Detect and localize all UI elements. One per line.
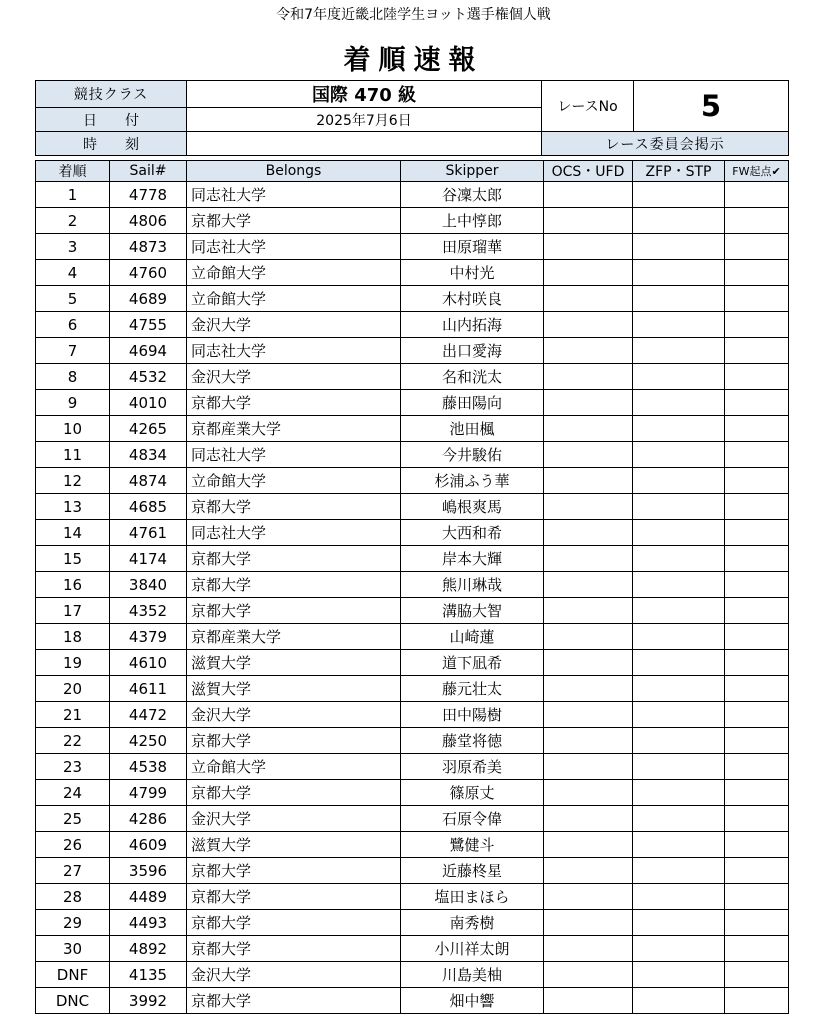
result-row (36, 416, 789, 442)
skipper-cell: 道下凪希 (401, 650, 544, 676)
ocs-ufd-cell (544, 884, 633, 910)
sail-number-cell: 4538 (110, 754, 187, 780)
belongs-cell: 京都大学 (187, 390, 401, 416)
fw-start-cell (725, 780, 789, 806)
belongs-cell: 京都大学 (187, 780, 401, 806)
skipper-cell: 田中陽樹 (401, 702, 544, 728)
belongs-cell: 京都大学 (187, 598, 401, 624)
place-cell: 19 (36, 650, 110, 676)
sail-number-cell: 4472 (110, 702, 187, 728)
fw-start-cell (725, 182, 789, 208)
zfp-stp-cell (633, 988, 725, 1014)
zfp-stp-cell (633, 780, 725, 806)
place-cell: 24 (36, 780, 110, 806)
result-row (36, 676, 789, 702)
place-cell: 27 (36, 858, 110, 884)
result-row (36, 338, 789, 364)
zfp-stp-cell (633, 728, 725, 754)
place-cell: DNC (36, 988, 110, 1014)
result-row (36, 598, 789, 624)
skipper-cell: 熊川琳哉 (401, 572, 544, 598)
result-row (36, 494, 789, 520)
zfp-stp-cell (633, 234, 725, 260)
skipper-cell: 畑中響 (401, 988, 544, 1014)
fw-start-cell (725, 962, 789, 988)
fw-start-cell (725, 364, 789, 390)
sail-number-cell: 3992 (110, 988, 187, 1014)
fw-start-cell (725, 988, 789, 1014)
ocs-ufd-cell (544, 936, 633, 962)
fw-start-cell (725, 910, 789, 936)
fw-start-cell (725, 598, 789, 624)
belongs-cell: 京都大学 (187, 910, 401, 936)
skipper-cell: 名和洸太 (401, 364, 544, 390)
ocs-ufd-cell (544, 832, 633, 858)
col-belongs: Belongs (187, 161, 401, 182)
skipper-cell: 藤元壮太 (401, 676, 544, 702)
place-cell: 7 (36, 338, 110, 364)
sail-number-cell: 4874 (110, 468, 187, 494)
result-row (36, 546, 789, 572)
result-row (36, 520, 789, 546)
ocs-ufd-cell (544, 780, 633, 806)
sail-number-cell: 4611 (110, 676, 187, 702)
place-cell: 28 (36, 884, 110, 910)
fw-start-cell (725, 624, 789, 650)
result-row (36, 858, 789, 884)
zfp-stp-cell (633, 910, 725, 936)
sail-number-cell: 4286 (110, 806, 187, 832)
ocs-ufd-cell (544, 728, 633, 754)
sail-number-cell: 4873 (110, 234, 187, 260)
place-cell: 10 (36, 416, 110, 442)
fw-start-cell (725, 312, 789, 338)
belongs-cell: 京都大学 (187, 884, 401, 910)
skipper-cell: 南秀樹 (401, 910, 544, 936)
result-row (36, 780, 789, 806)
fw-start-cell (725, 520, 789, 546)
sail-number-cell: 4834 (110, 442, 187, 468)
sail-number-cell: 4265 (110, 416, 187, 442)
ocs-ufd-cell (544, 494, 633, 520)
place-cell: 4 (36, 260, 110, 286)
place-cell: 21 (36, 702, 110, 728)
result-row (36, 728, 789, 754)
sail-number-cell: 4685 (110, 494, 187, 520)
col-sail: Sail# (110, 161, 187, 182)
place-cell: 2 (36, 208, 110, 234)
result-row (36, 910, 789, 936)
skipper-cell: 篠原丈 (401, 780, 544, 806)
ocs-ufd-cell (544, 988, 633, 1014)
result-row (36, 936, 789, 962)
place-cell: 9 (36, 390, 110, 416)
belongs-cell: 京都産業大学 (187, 416, 401, 442)
skipper-cell: 杉浦ふう華 (401, 468, 544, 494)
result-row (36, 442, 789, 468)
fw-start-cell (725, 884, 789, 910)
zfp-stp-cell (633, 260, 725, 286)
place-cell: 8 (36, 364, 110, 390)
belongs-cell: 金沢大学 (187, 806, 401, 832)
sail-number-cell: 4799 (110, 780, 187, 806)
skipper-cell: 大西和希 (401, 520, 544, 546)
skipper-cell: 石原令偉 (401, 806, 544, 832)
ocs-ufd-cell (544, 208, 633, 234)
place-cell: 15 (36, 546, 110, 572)
zfp-stp-cell (633, 884, 725, 910)
skipper-cell: 鷺健斗 (401, 832, 544, 858)
zfp-stp-cell (633, 598, 725, 624)
result-row (36, 260, 789, 286)
date-value: 2025年7月6日 (187, 108, 542, 132)
belongs-cell: 京都大学 (187, 494, 401, 520)
zfp-stp-cell (633, 520, 725, 546)
belongs-cell: 京都大学 (187, 988, 401, 1014)
fw-start-cell (725, 286, 789, 312)
result-row (36, 572, 789, 598)
zfp-stp-cell (633, 364, 725, 390)
place-cell: 13 (36, 494, 110, 520)
belongs-cell: 京都大学 (187, 858, 401, 884)
ocs-ufd-cell (544, 962, 633, 988)
result-row (36, 234, 789, 260)
ocs-ufd-cell (544, 182, 633, 208)
ocs-ufd-cell (544, 858, 633, 884)
place-cell: 23 (36, 754, 110, 780)
skipper-cell: 藤堂将徳 (401, 728, 544, 754)
result-row (36, 364, 789, 390)
fw-start-cell (725, 260, 789, 286)
belongs-cell: 京都大学 (187, 208, 401, 234)
belongs-cell: 同志社大学 (187, 234, 401, 260)
belongs-cell: 立命館大学 (187, 468, 401, 494)
sail-number-cell: 4760 (110, 260, 187, 286)
belongs-cell: 同志社大学 (187, 182, 401, 208)
belongs-cell: 金沢大学 (187, 702, 401, 728)
belongs-cell: 金沢大学 (187, 312, 401, 338)
ocs-ufd-cell (544, 546, 633, 572)
zfp-stp-cell (633, 286, 725, 312)
sail-number-cell: 4806 (110, 208, 187, 234)
fw-start-cell (725, 572, 789, 598)
skipper-cell: 溝脇大智 (401, 598, 544, 624)
ocs-ufd-cell (544, 598, 633, 624)
result-row (36, 702, 789, 728)
belongs-cell: 滋賀大学 (187, 676, 401, 702)
belongs-cell: 立命館大学 (187, 286, 401, 312)
ocs-ufd-cell (544, 650, 633, 676)
zfp-stp-cell (633, 806, 725, 832)
result-row (36, 208, 789, 234)
ocs-ufd-cell (544, 702, 633, 728)
sail-number-cell: 4610 (110, 650, 187, 676)
col-skipper: Skipper (401, 161, 544, 182)
date-label: 日付 (36, 108, 187, 132)
belongs-cell: 金沢大学 (187, 364, 401, 390)
fw-start-cell (725, 650, 789, 676)
fw-start-cell (725, 806, 789, 832)
ocs-ufd-cell (544, 806, 633, 832)
result-row (36, 182, 789, 208)
ocs-ufd-cell (544, 338, 633, 364)
sail-number-cell: 4694 (110, 338, 187, 364)
result-row (36, 312, 789, 338)
sail-number-cell: 4010 (110, 390, 187, 416)
col-ocs-ufd: OCS・UFD (544, 161, 633, 182)
result-row (36, 988, 789, 1014)
result-row (36, 468, 789, 494)
race-no-label: レースNo (542, 81, 634, 132)
ocs-ufd-cell (544, 468, 633, 494)
place-cell: 5 (36, 286, 110, 312)
result-row (36, 884, 789, 910)
ocs-ufd-cell (544, 442, 633, 468)
skipper-cell: 川島美柚 (401, 962, 544, 988)
sail-number-cell: 4778 (110, 182, 187, 208)
zfp-stp-cell (633, 624, 725, 650)
result-row (36, 624, 789, 650)
result-row (36, 806, 789, 832)
belongs-cell: 京都産業大学 (187, 624, 401, 650)
place-cell: DNF (36, 962, 110, 988)
sail-number-cell: 4493 (110, 910, 187, 936)
skipper-cell: 中村光 (401, 260, 544, 286)
place-cell: 11 (36, 442, 110, 468)
fw-start-cell (725, 728, 789, 754)
sail-number-cell: 3840 (110, 572, 187, 598)
skipper-cell: 山崎蓮 (401, 624, 544, 650)
ocs-ufd-cell (544, 676, 633, 702)
fw-start-cell (725, 208, 789, 234)
zfp-stp-cell (633, 832, 725, 858)
class-label: 競技クラス (36, 81, 187, 108)
zfp-stp-cell (633, 572, 725, 598)
place-cell: 14 (36, 520, 110, 546)
zfp-stp-cell (633, 468, 725, 494)
col-zfp-stp: ZFP・STP (633, 161, 725, 182)
zfp-stp-cell (633, 936, 725, 962)
ocs-ufd-cell (544, 234, 633, 260)
committee-label: レース委員会掲示 (542, 132, 789, 156)
sail-number-cell: 4689 (110, 286, 187, 312)
document-subtitle: 令和7年度近畿北陸学生ヨット選手権個人戦 (276, 7, 551, 23)
time-value (187, 132, 542, 156)
sail-number-cell: 4379 (110, 624, 187, 650)
result-row (36, 286, 789, 312)
sail-number-cell: 3596 (110, 858, 187, 884)
ocs-ufd-cell (544, 416, 633, 442)
fw-start-cell (725, 754, 789, 780)
belongs-cell: 京都大学 (187, 546, 401, 572)
place-cell: 17 (36, 598, 110, 624)
sail-number-cell: 4761 (110, 520, 187, 546)
place-cell: 18 (36, 624, 110, 650)
belongs-cell: 同志社大学 (187, 442, 401, 468)
place-cell: 1 (36, 182, 110, 208)
fw-start-cell (725, 390, 789, 416)
skipper-cell: 田原瑠華 (401, 234, 544, 260)
place-cell: 6 (36, 312, 110, 338)
zfp-stp-cell (633, 442, 725, 468)
belongs-cell: 京都大学 (187, 936, 401, 962)
zfp-stp-cell (633, 676, 725, 702)
fw-start-cell (725, 338, 789, 364)
zfp-stp-cell (633, 650, 725, 676)
sail-number-cell: 4609 (110, 832, 187, 858)
ocs-ufd-cell (544, 312, 633, 338)
belongs-cell: 立命館大学 (187, 260, 401, 286)
skipper-cell: 出口愛海 (401, 338, 544, 364)
fw-start-cell (725, 546, 789, 572)
ocs-ufd-cell (544, 754, 633, 780)
skipper-cell: 山内拓海 (401, 312, 544, 338)
result-row (36, 832, 789, 858)
place-cell: 22 (36, 728, 110, 754)
sail-number-cell: 4135 (110, 962, 187, 988)
zfp-stp-cell (633, 962, 725, 988)
belongs-cell: 同志社大学 (187, 338, 401, 364)
skipper-cell: 今井駿佑 (401, 442, 544, 468)
zfp-stp-cell (633, 390, 725, 416)
place-cell: 16 (36, 572, 110, 598)
place-cell: 25 (36, 806, 110, 832)
race-no-value: 5 (634, 81, 789, 132)
skipper-cell: 上中惇郎 (401, 208, 544, 234)
results-table (35, 160, 789, 1014)
sail-number-cell: 4489 (110, 884, 187, 910)
ocs-ufd-cell (544, 286, 633, 312)
place-cell: 12 (36, 468, 110, 494)
zfp-stp-cell (633, 546, 725, 572)
fw-start-cell (725, 468, 789, 494)
fw-start-cell (725, 234, 789, 260)
ocs-ufd-cell (544, 390, 633, 416)
sail-number-cell: 4250 (110, 728, 187, 754)
skipper-cell: 近藤柊星 (401, 858, 544, 884)
col-fw-start: FW起点✔ (725, 161, 789, 182)
fw-start-cell (725, 936, 789, 962)
belongs-cell: 京都大学 (187, 728, 401, 754)
ocs-ufd-cell (544, 520, 633, 546)
fw-start-cell (725, 858, 789, 884)
fw-start-cell (725, 676, 789, 702)
zfp-stp-cell (633, 858, 725, 884)
place-cell: 30 (36, 936, 110, 962)
result-row (36, 962, 789, 988)
belongs-cell: 同志社大学 (187, 520, 401, 546)
belongs-cell: 滋賀大学 (187, 650, 401, 676)
sail-number-cell: 4352 (110, 598, 187, 624)
zfp-stp-cell (633, 182, 725, 208)
belongs-cell: 立命館大学 (187, 754, 401, 780)
fw-start-cell (725, 702, 789, 728)
skipper-cell: 岸本大輝 (401, 546, 544, 572)
results-header-row (36, 161, 789, 182)
fw-start-cell (725, 494, 789, 520)
document-title: 着順速報 (343, 45, 484, 76)
ocs-ufd-cell (544, 364, 633, 390)
fw-start-cell (725, 442, 789, 468)
zfp-stp-cell (633, 494, 725, 520)
belongs-cell: 京都大学 (187, 572, 401, 598)
sail-number-cell: 4892 (110, 936, 187, 962)
skipper-cell: 嶋根爽馬 (401, 494, 544, 520)
zfp-stp-cell (633, 416, 725, 442)
fw-start-cell (725, 832, 789, 858)
belongs-cell: 金沢大学 (187, 962, 401, 988)
time-label: 時刻 (36, 132, 187, 156)
sail-number-cell: 4755 (110, 312, 187, 338)
sail-number-cell: 4174 (110, 546, 187, 572)
place-cell: 20 (36, 676, 110, 702)
belongs-cell: 滋賀大学 (187, 832, 401, 858)
ocs-ufd-cell (544, 260, 633, 286)
result-row (36, 754, 789, 780)
result-row (36, 650, 789, 676)
zfp-stp-cell (633, 338, 725, 364)
skipper-cell: 塩田まほら (401, 884, 544, 910)
place-cell: 26 (36, 832, 110, 858)
ocs-ufd-cell (544, 624, 633, 650)
skipper-cell: 羽原希美 (401, 754, 544, 780)
result-row (36, 390, 789, 416)
race-info-table (35, 80, 789, 156)
ocs-ufd-cell (544, 910, 633, 936)
zfp-stp-cell (633, 702, 725, 728)
place-cell: 3 (36, 234, 110, 260)
col-place: 着順 (36, 161, 110, 182)
skipper-cell: 池田楓 (401, 416, 544, 442)
place-cell: 29 (36, 910, 110, 936)
skipper-cell: 木村咲良 (401, 286, 544, 312)
class-value: 国際 470 級 (187, 81, 542, 108)
skipper-cell: 小川祥太朗 (401, 936, 544, 962)
ocs-ufd-cell (544, 572, 633, 598)
zfp-stp-cell (633, 312, 725, 338)
zfp-stp-cell (633, 208, 725, 234)
skipper-cell: 藤田陽向 (401, 390, 544, 416)
skipper-cell: 谷凜太郎 (401, 182, 544, 208)
fw-start-cell (725, 416, 789, 442)
zfp-stp-cell (633, 754, 725, 780)
sail-number-cell: 4532 (110, 364, 187, 390)
